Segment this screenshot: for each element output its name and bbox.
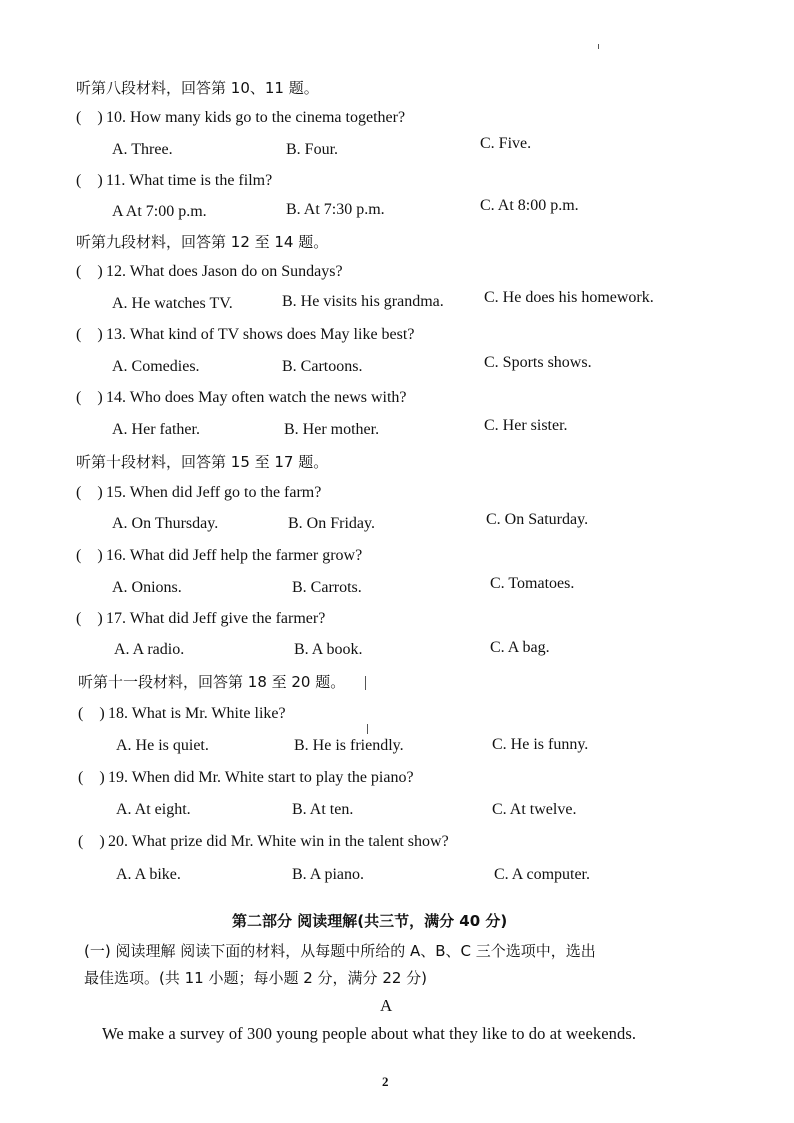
answer-blank[interactable]: ( ) bbox=[76, 547, 103, 564]
question-10 bbox=[76, 108, 405, 128]
question-18 bbox=[78, 704, 286, 724]
option-a: A. Comedies. bbox=[112, 358, 200, 375]
answer-blank[interactable]: ( ) bbox=[76, 484, 103, 501]
answer-blank[interactable]: ( ) bbox=[76, 263, 103, 280]
question-17 bbox=[76, 609, 325, 629]
option-b: B. At ten. bbox=[292, 801, 354, 818]
option-b: B. Carrots. bbox=[292, 579, 362, 596]
question-text: 19. When did Mr. White start to play the piano? bbox=[108, 769, 414, 786]
answer-blank[interactable]: ( ) bbox=[78, 833, 105, 850]
question-11 bbox=[76, 171, 272, 191]
scan-speck bbox=[367, 724, 368, 734]
option-b: B. Her mother. bbox=[284, 421, 380, 438]
section-heading-11: 听第十一段材料，回答第 18 至 20 题。 bbox=[78, 673, 346, 691]
question-text: 13. What kind of TV shows does May like best? bbox=[106, 326, 415, 343]
option-a: A. Her father. bbox=[112, 421, 200, 438]
answer-blank[interactable]: ( ) bbox=[76, 610, 103, 627]
option-b: B. He is friendly. bbox=[294, 737, 404, 754]
option-b: B. On Friday. bbox=[288, 515, 375, 532]
reading-instructions-line-1: (一) 阅读理解 阅读下面的材料，从每题中所给的 A、B、C 三个选项中，选出 bbox=[84, 942, 596, 960]
question-text: 18. What is Mr. White like? bbox=[108, 705, 286, 722]
question-text: 14. Who does May often watch the news with? bbox=[106, 389, 407, 406]
scan-speck bbox=[598, 44, 599, 49]
answer-blank[interactable]: ( ) bbox=[76, 172, 103, 189]
question-text: 12. What does Jason do on Sundays? bbox=[106, 263, 343, 280]
option-b: B. At 7:30 p.m. bbox=[286, 201, 385, 218]
question-text: 10. How many kids go to the cinema together? bbox=[106, 109, 406, 126]
section-heading-8: 听第八段材料，回答第 10、11 题。 bbox=[76, 79, 319, 97]
option-c: C. Tomatoes. bbox=[490, 575, 575, 592]
question-15 bbox=[76, 483, 321, 503]
section-heading-10: 听第十段材料，回答第 15 至 17 题。 bbox=[76, 453, 329, 471]
question-text: 11. What time is the film? bbox=[106, 172, 273, 189]
question-text: 15. When did Jeff go to the farm? bbox=[106, 484, 322, 501]
question-text: 16. What did Jeff help the farmer grow? bbox=[106, 547, 363, 564]
page-number: 2 bbox=[382, 1074, 389, 1089]
answer-blank[interactable]: ( ) bbox=[76, 109, 103, 126]
option-a: A. Onions. bbox=[112, 579, 182, 596]
option-a: A. He is quiet. bbox=[116, 737, 209, 754]
scan-speck bbox=[365, 676, 366, 690]
option-c: C. A computer. bbox=[494, 866, 590, 883]
option-b: B. He visits his grandma. bbox=[282, 293, 444, 310]
option-a: A. On Thursday. bbox=[112, 515, 219, 532]
question-13 bbox=[76, 325, 414, 345]
reading-instructions-line-2: 最佳选项。(共 11 小题；每小题 2 分，满分 22 分) bbox=[84, 969, 428, 987]
passage-label: A bbox=[380, 996, 393, 1015]
option-c: C. On Saturday. bbox=[486, 511, 589, 528]
question-14 bbox=[76, 388, 407, 408]
question-12 bbox=[76, 262, 343, 282]
question-19 bbox=[78, 768, 414, 788]
option-c: C. At 8:00 p.m. bbox=[480, 197, 579, 214]
option-a: A. A bike. bbox=[116, 866, 181, 883]
option-b: B. A piano. bbox=[292, 866, 365, 883]
option-b: B. Four. bbox=[286, 141, 339, 158]
part-two-title: 第二部分 阅读理解(共三节，满分 40 分) bbox=[232, 912, 508, 930]
option-c: C. A bag. bbox=[490, 639, 550, 656]
option-c: C. Her sister. bbox=[484, 417, 568, 434]
option-a: A. He watches TV. bbox=[112, 295, 233, 312]
option-b: B. Cartoons. bbox=[282, 358, 363, 375]
option-a: A. At eight. bbox=[116, 801, 191, 818]
question-20 bbox=[78, 832, 449, 852]
option-a: A. A radio. bbox=[114, 641, 185, 658]
option-a: A At 7:00 p.m. bbox=[112, 203, 207, 220]
option-c: C. At twelve. bbox=[492, 801, 577, 818]
section-heading-9: 听第九段材料，回答第 12 至 14 题。 bbox=[76, 233, 329, 251]
passage-first-line: We make a survey of 300 young people about what they like to do at weekends. bbox=[102, 1024, 637, 1043]
question-text: 17. What did Jeff give the farmer? bbox=[106, 610, 326, 627]
option-c: C. He does his homework. bbox=[484, 289, 654, 306]
option-c: C. Sports shows. bbox=[484, 354, 592, 371]
question-16 bbox=[76, 546, 362, 566]
answer-blank[interactable]: ( ) bbox=[76, 389, 103, 406]
answer-blank[interactable]: ( ) bbox=[78, 705, 105, 722]
answer-blank[interactable]: ( ) bbox=[76, 326, 103, 343]
question-text: 20. What prize did Mr. White win in the talent show? bbox=[108, 833, 449, 850]
option-b: B. A book. bbox=[294, 641, 363, 658]
option-a: A. Three. bbox=[112, 141, 173, 158]
answer-blank[interactable]: ( ) bbox=[78, 769, 105, 786]
option-c: C. He is funny. bbox=[492, 736, 589, 753]
option-c: C. Five. bbox=[480, 135, 532, 152]
